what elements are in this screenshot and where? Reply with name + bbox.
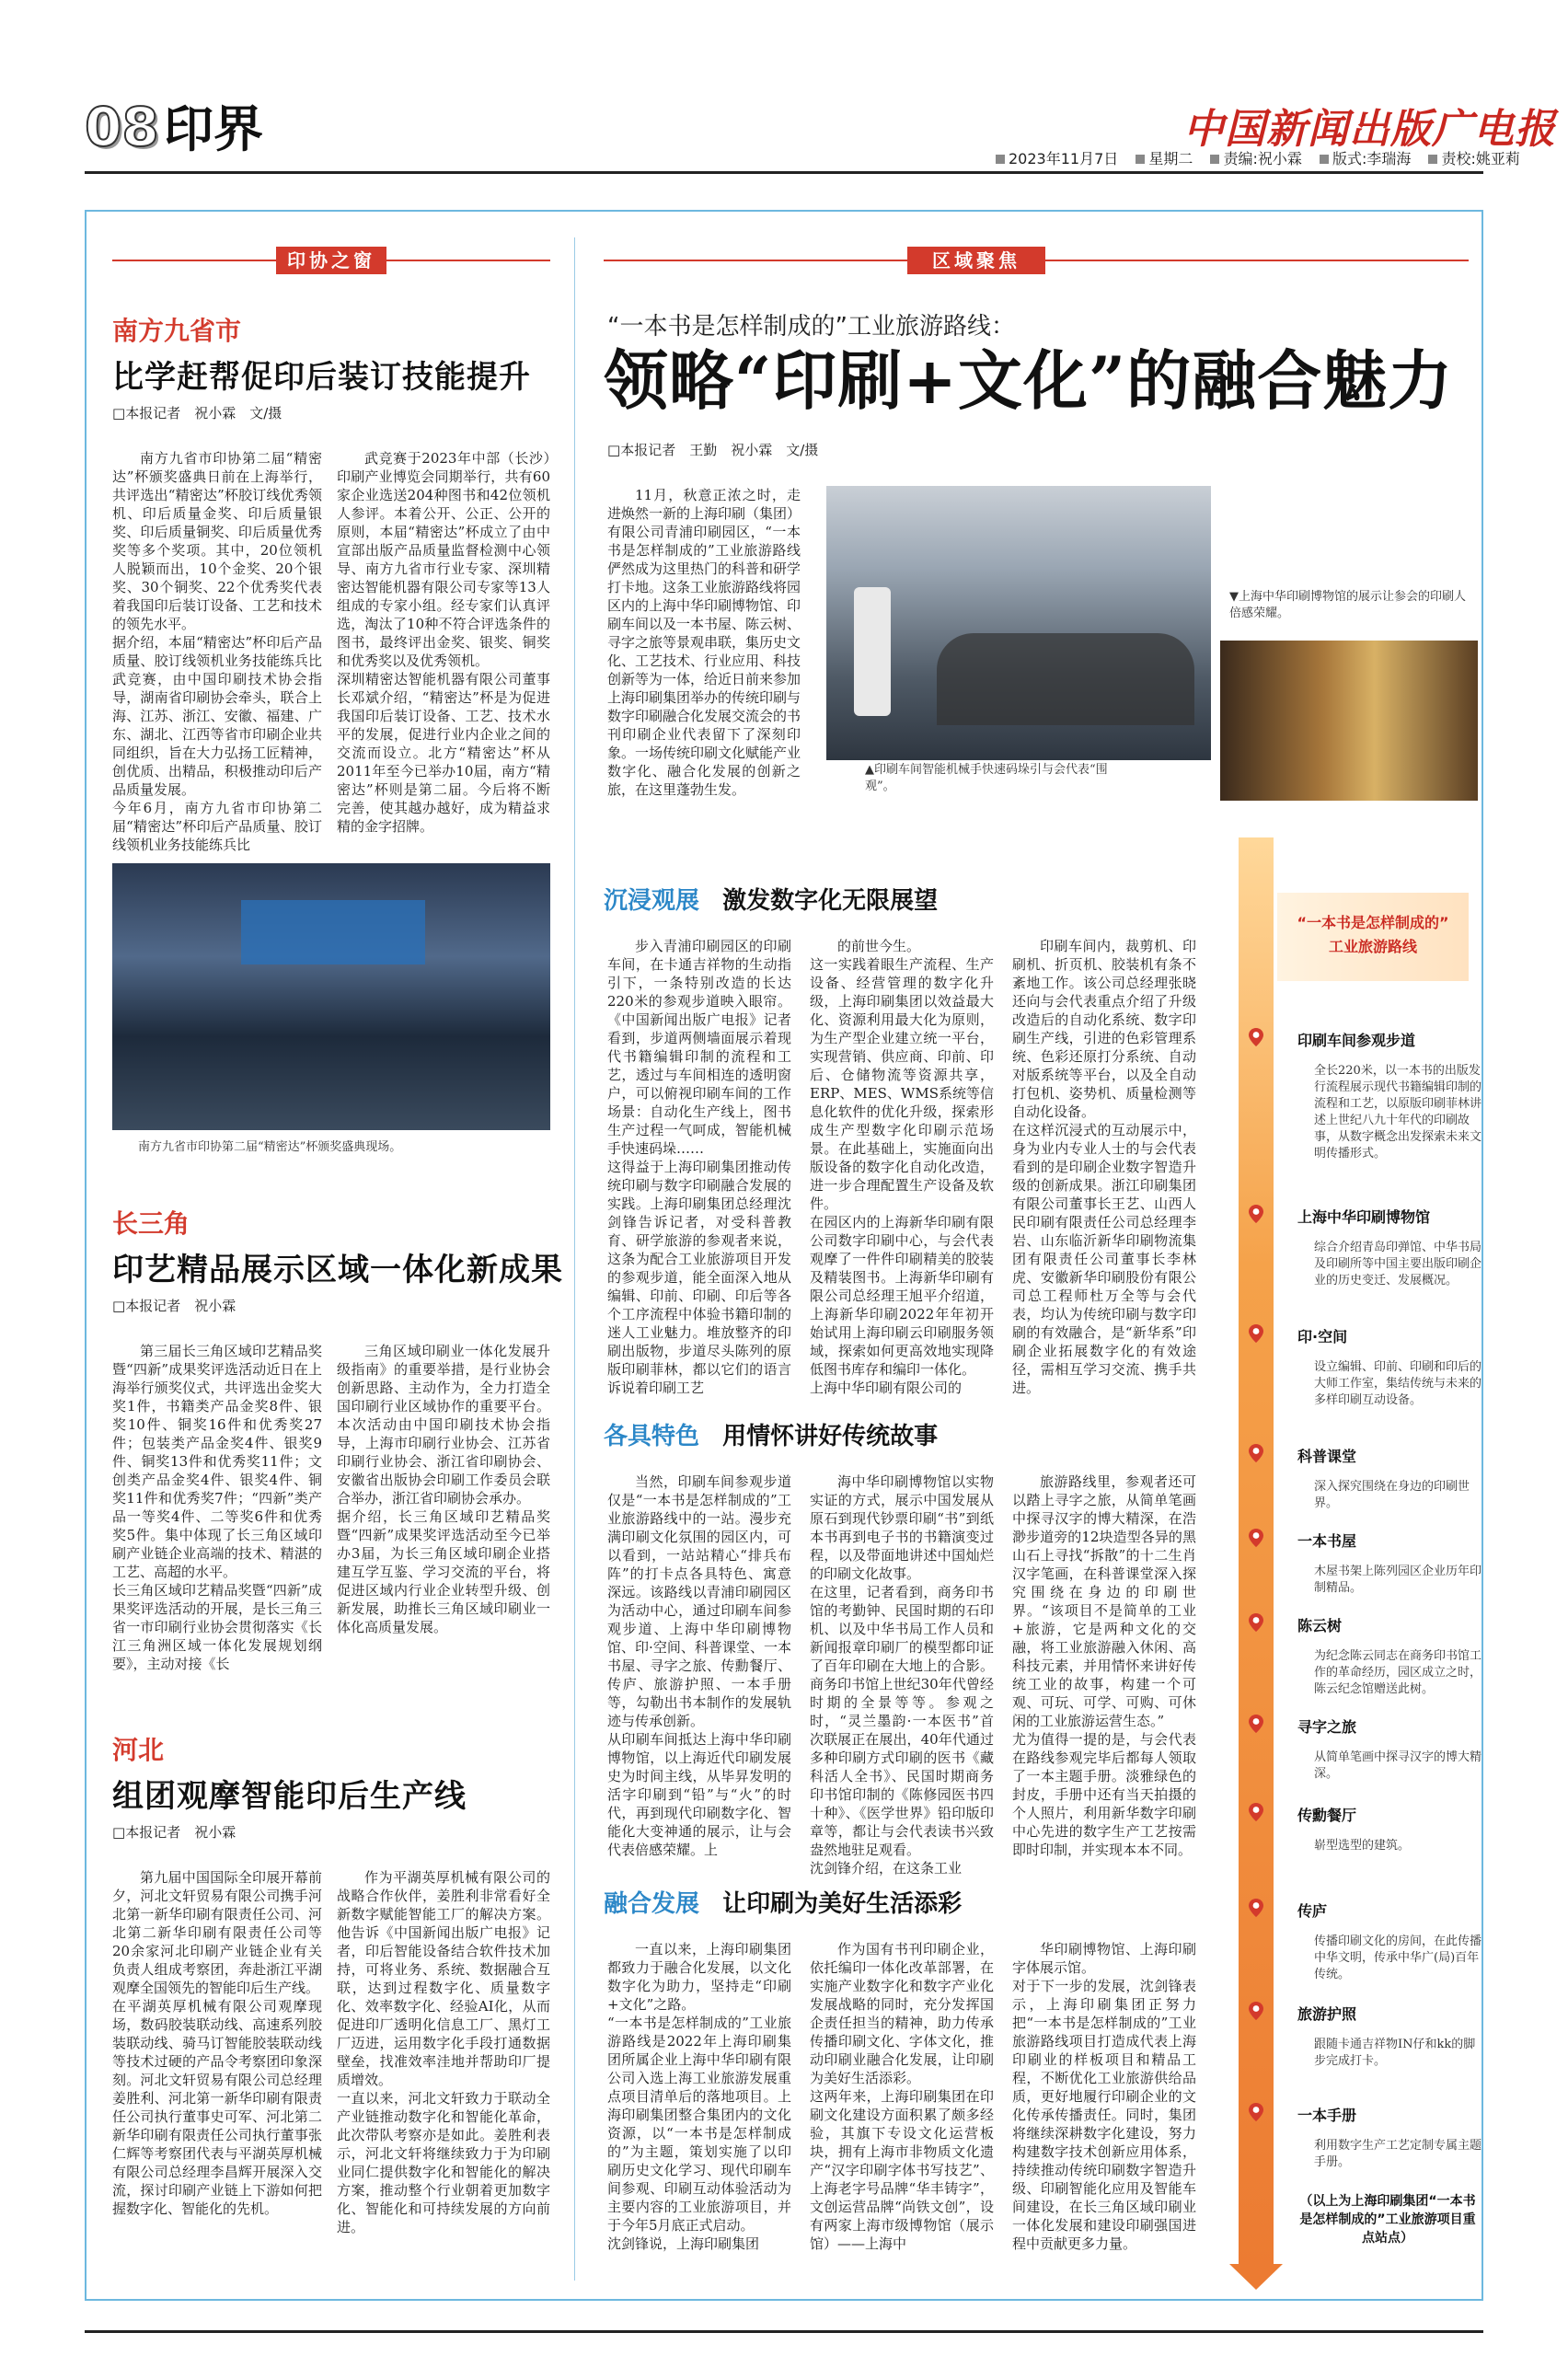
s3-header: [604, 1885, 962, 1919]
timeline-item-text: 跟随卡通吉祥物IN仔和kk的脚步完成打卡。: [1314, 2038, 1476, 2068]
timeline-item-title: 印刷车间参观步道: [1297, 1032, 1416, 1049]
timeline-item: [1297, 1445, 1482, 1512]
timeline-item-title: 陈云树: [1297, 1617, 1343, 1634]
a1-title: 比学赶帮促印后装订技能提升: [112, 359, 531, 396]
a3-byline: □本报记者 祝小霖: [112, 1824, 236, 1841]
timeline-item-text: 利用数字生产工艺定制专属主题手册。: [1314, 2139, 1482, 2169]
timeline-item-title: 旅游护照: [1297, 2005, 1357, 2023]
timeline-item-text: 深入探究围绕在身边的印刷世界。: [1314, 1480, 1470, 1510]
weekday: 星期二: [1148, 150, 1193, 167]
right-banner-label: 区域聚焦: [907, 247, 1045, 274]
timeline-item-title: 科普课堂: [1297, 1448, 1357, 1465]
s3-title: 让印刷为美好生活添彩: [722, 1890, 963, 1918]
a1-photo: [112, 863, 550, 1130]
s2-header: [604, 1417, 938, 1451]
s1-col1: 步入青浦印刷园区的印刷车间，在卡通吉祥物的生动指引下，一条特别改造的长达220米的参观步道映入眼帘。《中国新闻出版广电报》记者看到，步道两侧墙面展示着现代书籍编辑印制的流程和工艺，透过与车间相连的透明窗户，可以俯视印刷车间的工作场景：自动化生产线上，图书生产过程一气呵成，智能机械手快速码垛…… 这得益于上海印刷集团推动传统印刷与数字印刷融合发展的实践。上海印刷集团总经理沈剑锋告诉记者，对受科普教育、研学旅游的参观者来说，这条为配合工业旅游项目开发的参观步道，能全面深入地从编辑、印前、印刷、印后等各个工序流程中体验书籍印制的迷人工业魅力。堆放整齐的印刷出版物，步道尽头陈列的原版印刷菲林，都以它们的语言诉说着印刷工艺: [607, 938, 791, 1396]
s2-col1: 当然，印刷车间参观步道仅是“一本书是怎样制成的”工业旅游路线中的一站。漫步充满印刷文化氛围的园区内，可以看到，一站站精心“排兵布阵”的打卡点各具特色、寓意深远。该路线以青浦印刷园区为活动中心，通过印刷车间参观步道、上海中华印刷博物馆、印·空间、科普课堂、一本书屋、寻字之旅、传勳餐厅、传庐、旅游护照、一本手册等，勾勒出书本制作的发展轨迹与传承创新。 从印刷车间抵达上海中华印刷博物馆，以上海近代印刷发展史为时间主线，从毕昇发明的活字印刷到“铅”与“火”的时代，再到现代印刷数字化、智能化大变神通的展示，让与会代表倍感荣耀。上: [607, 1473, 791, 1858]
s3-tag: 融合发展: [604, 1890, 700, 1918]
timeline-item-text: 综合介绍青岛印弹馆、中华书局及印刷所等中国主要出版印刷企业的历史变迁、发展概况。: [1314, 1241, 1482, 1288]
timeline-item-text: 设立编辑、印前、印刷和印后的大师工作室，集结传统与未来的多样印刷互动设备。: [1314, 1360, 1482, 1407]
timeline-pin-icon: [1248, 1714, 1264, 1734]
right-photo-1-caption: ▲印刷车间智能机械手快速码垛引与会代表“围观”。: [865, 763, 1108, 793]
weekday-square-icon: [1136, 155, 1145, 164]
right-lead: 11月，秋意正浓之时，走进焕然一新的上海印刷（集团）有限公司青浦印刷园区，“一本书是怎样制成的”工业旅游路线俨然成为这里热门的科普和研学打卡地。这条工业旅游路线将园区内的上海中华印刷博物馆、印刷车间以及一本书屋、陈云树、寻字之旅等景观串联，集历史文化、工艺技术、行业应用、科技创新等为一体，给近日前来参加上海印刷集团举办的传统印刷与数字印刷融合化发展交流会的书刊印刷企业代表留下了深刻印象。一场传统印刷文化赋能产业数字化、融合化发展的创新之旅，在这里蓬勃生发。: [607, 487, 801, 798]
timeline-item-title: 一本书屋: [1297, 1532, 1357, 1550]
timeline-item-title: 印·空间: [1297, 1328, 1348, 1345]
s2-tag: 各具特色: [604, 1423, 700, 1450]
timeline-title-1: “一本书是怎样制成的”: [1297, 914, 1449, 931]
a1-location: 南方九省市: [112, 316, 242, 346]
timeline-pin-icon: [1248, 1204, 1264, 1224]
a1-photo-caption: 南方九省市印协第二届“精密达”杯颁奖盛典现场。: [138, 1140, 402, 1154]
timeline-pin-icon: [1248, 2001, 1264, 2021]
timeline-arrow: [1239, 837, 1274, 2264]
timeline-pin-icon: [1248, 1528, 1264, 1548]
right-photo-2: [1220, 641, 1478, 801]
timeline-item-title: 上海中华印刷博物馆: [1297, 1208, 1431, 1226]
a3-col2: 作为平湖英厚机械有限公司的战略合作伙伴，姜胜利非常看好全新数字赋能智能工厂的解决方案。他告诉《中国新闻出版广电报》记者，印后智能设备结合软件技术加持，可将业务、系统、数据融合互联，达到过程数字化、质量数字化、效率数字化、经验AI化，从而促进印厂透明化信息工厂、黑灯工厂迈进，运用数字化手段打通数据壁垒，找准效率洼地并帮助印厂提质增效。 一直以来，河北文轩致力于联动全产业链推动数字化和智能化革命，此次带队考察亦是如此。姜胜利表示，河北文轩将继续致力于为印刷业同仁提供数字化和智能化的解决方案，推动整个行业朝着更加数字化、智能化和可持续发展的方向前进。: [337, 1869, 550, 2235]
column-divider: [574, 237, 575, 2281]
s3-col2: 作为国有书刊印刷企业，依托编印一体化改革部署，在实施产业数字化和数字产业化发展战略的同时，充分发挥国企责任担当的精神，助力传承传播印刷文化、字体文化，推动印刷业融合化发展，让印刷为美好生活添彩。 这两年来，上海印刷集团在印刷文化建设方面积累了颇多经验，其旗下专设文化运营板块，拥有上海市非物质文化遗产“汉字印刷字体书写技艺”、上海老字号品牌“华丰铸字”，文创运营品牌“尚铁文创”，设有两家上海市级博物馆（展示馆）——上海中: [810, 1941, 994, 2252]
timeline-pin-icon: [1248, 1027, 1264, 1047]
header-meta: [996, 147, 1520, 168]
timeline-item-text: 木屋书架上陈列园区企业历年印制精品。: [1314, 1565, 1482, 1595]
crowd: [937, 633, 1194, 725]
s1-col2: 的前世今生。 这一实践着眼生产流程、生产设备、经营管理的数字化升级，上海印刷集团以效益最大化、资源利用最大化为原则，为生产型企业建立统一平台，实现营销、供应商、印前、印后、仓储物流等资源共享，ERP、MES、WMS系统等信息化软件的优化升级，探索形成生产型数字化印刷示范场景。在此基础上，实施面向出版设备的数字化自动化改造，进一步合理配置生产设备及软件。 在园区内的上海新华印刷有限公司数字印刷中心，与会代表观摩了一件件印刷精美的胶装及精装图书。上海新华印刷有限公司总经理王旭平介绍道，上海新华印刷2022年年初开始试用上海印刷云印刷服务领域，探索如何更高效地实现降低图书库存和编印一体化。 上海中华印刷有限公司的: [810, 938, 994, 1396]
a1-col1: 南方九省市印协第二届“精密达”杯颁奖盛典日前在上海举行，共评选出“精密达”杯胶订线优秀领机、印后质量金奖、印后质量银奖、印后质量铜奖、印后质量优秀奖等多个奖项。其中，20位领机人脱颖而出，10个金奖、20个银奖、30个铜奖、22个优秀奖代表着我国印后装订设备、工艺和技术的领先水平。 据介绍，本届“精密达”杯印后产品质量、胶订线领机业务技能练兵比武竞赛，由中国印刷技术协会指导，湖南省印刷协会牵头，联合上海、江苏、浙江、安徽、福建、广东、湖北、江西等省市印刷企业共同组织，旨在大力弘扬工匠精神，创优质、出精品，积极推动印后产品质量发展。 今年6月，南方九省市印协第二届“精密达”杯印后产品质量、胶订线领机业务技能练兵比: [112, 450, 322, 853]
editor: 责编:祝小霖: [1223, 150, 1302, 167]
right-banner: [604, 247, 1469, 274]
timeline-arrow-head: [1229, 2264, 1283, 2290]
timeline-item-title: 一本手册: [1297, 2107, 1357, 2124]
timeline-item: [1297, 1900, 1482, 1983]
timeline-pin-icon: [1248, 1612, 1264, 1633]
proof-square-icon: [1428, 155, 1437, 164]
a3-col1: 第九届中国国际全印展开幕前夕，河北文轩贸易有限公司携手河北第一新华印刷有限责任公司、河北第二新华印刷有限责任公司等20余家河北印刷产业链企业有关负责人组成考察团，奔赴浙江平湖观摩全国领先的智能印后生产线。 在平湖英厚机械有限公司观摩现场，数码胶装联动线、高速系列胶装联动线、骑马订智能胶装联动线等技术过硬的产品令考察团印象深刻。河北文轩贸易有限公司总经理姜胜利、河北第一新华印刷有限责任公司执行董事史可军、河北第二新华印刷有限责任公司执行董事张仁辉等考察团代表与平湖英厚机械有限公司总经理李昌辉开展深入交流，探讨印刷产业链上下游如何把握数字化、智能化的先机。: [112, 1869, 322, 2217]
timeline-item-title: 寻字之旅: [1297, 1718, 1357, 1736]
timeline-item: [1297, 1206, 1482, 1289]
s2-col2: 海中华印刷博物馆以实物实证的方式，展示中国发展从原石到现代钞票印刷“书”到纸本书再到电子书的书籍演变过程，以及带面地讲述中国灿烂的印刷文化故事。 在这里，记者看到，商务印书馆的考勤钟、民国时期的石印机、以及中华书局工作人员和新闻报章印刷厂的模型都印证了百年印刷在大地上的合影。商务印书馆上世纪30年代曾经时期的全景等等。参观之时，“灵兰墨韵·一本医书”首次联展正在展出，40年代通过多种印刷方式印刷的医书《藏科活人全书》、民国时期商务印书馆印制的《陈修园医书四十种》、《医学世界》铅印版印章等，都让与会代表读书兴致盎然地驻足观看。 沈剑锋介绍，在这条工业: [810, 1473, 994, 1877]
a3-location: 河北: [112, 1735, 165, 1765]
a2-byline: □本报记者 祝小霖: [112, 1298, 236, 1314]
s1-header: [604, 882, 938, 916]
layout-square-icon: [1320, 155, 1329, 164]
footer-rule: [85, 2330, 1483, 2333]
date-square-icon: [996, 155, 1005, 164]
a2-col2: 三角区域印刷业一体化发展升级指南》的重要举措，是行业协会创新思路、主动作为，全力打造全国印刷行业区域协作的重要平台。本次活动由中国印刷技术协会指导，上海市印刷行业协会、江苏省印刷行业协会、浙江省印刷协会、安徽省出版协会印刷工作委员会联合举办，浙江省印刷协会承办。 据介绍，长三角区域印艺精品奖暨“四新”成果奖评选活动至今已举办3届，为长三角区域印刷企业搭建互学互鉴、学习交流的平台，将促进区域内行业企业转型升级、创新发展，助推长三角区域印刷业一体化高质量发展。: [337, 1343, 550, 1635]
timeline-item-text: 全长220米，以一本书的出版发行流程展示现代书籍编辑印制的流程和工艺，以原版印刷菲林讲述上世纪八九十年代的印刷故事，从数字概念出发探索未来文明传播形式。: [1314, 1064, 1482, 1161]
a2-title: 印艺精品展示区域一体化新成果: [112, 1252, 563, 1288]
timeline-pin-icon: [1248, 1802, 1264, 1822]
timeline-title-2: 工业旅游路线: [1328, 938, 1417, 955]
stage-screen: [241, 900, 425, 964]
a1-byline: □本报记者 祝小霖 文/摄: [112, 405, 282, 422]
timeline-item: [1297, 2104, 1482, 2171]
s2-col3: 旅游路线里，参观者还可以踏上寻字之旅，从简单笔画中探寻汉字的博大精深，在浩渺步道旁的12块造型各异的黑山石上寻找“拆散”的十二生肖汉字笔画，在科普课堂深入探究围绕在身边的印刷世界。“该项目不是简单的工业+旅游，它是两种文化的交融，将工业旅游融入休闲、高科技元素，并用情怀来讲好传统工业的故事，构建一个可观、可玩、可学、可购、可休闲的工业旅游运营生态。” 尤为值得一提的是，与会代表在路线参观完毕后都每人领取了一本主题手册。淡雅绿色的封皮，手册中还有当天拍摄的个人照片，利用新华数字印刷中心先进的数字生产工艺按需即时印制，并实现本本不同。: [1012, 1473, 1196, 1858]
timeline-item: [1297, 2003, 1482, 2070]
a2-col1: 第三届长三角区域印艺精品奖暨“四新”成果奖评选活动近日在上海举行颁奖仪式，共评选出金奖大奖1件，书籍类产品金奖8件、银奖10件、铜奖16件和优秀奖27件；包装类产品金奖4件、银奖9件、铜奖13件和优秀奖11件；文创类产品金奖4件、银奖4件、铜奖11件和优秀奖7件；“四新”类产品一等奖4件、二等奖6件和优秀奖5件。集中体现了长三角区域印刷产业链企业高端的技术、精湛的工艺、高超的水平。 长三角区域印艺精品奖暨“四新”成果奖评选活动的开展，是长三角三省一市印刷行业协会贯彻落实《长江三角洲区域一体化发展规划纲要》，主动对接《长: [112, 1343, 322, 1672]
right-kicker: “一本书是怎样制成的”工业旅游路线：: [607, 313, 1015, 341]
timeline-item: [1297, 1614, 1482, 1698]
page-number: 08: [85, 96, 159, 158]
right-headline: 领略“印刷+文化”的融合魅力: [604, 342, 1454, 419]
timeline-item: [1297, 1530, 1482, 1597]
proof: 责校:姚亚莉: [1441, 150, 1520, 167]
timeline-item-text: 传播印刷文化的房间，在此传播中华文明，传承中华广(局)百年传统。: [1314, 1934, 1482, 1981]
timeline-item: [1297, 1029, 1482, 1162]
editor-square-icon: [1210, 155, 1219, 164]
left-banner: [112, 247, 550, 274]
timeline-item-title: 传庐: [1297, 1902, 1328, 1920]
s3-col3: 华印刷博物馆、上海印刷字体展示馆。 对于下一步的发展，沈剑锋表示，上海印刷集团正努力把“一本书是怎样制成的”工业旅游路线项目打造成代表上海印刷业的样板项目和精品工程，不断优化工业旅游供给品质，更好地履行印刷企业的文化传承传播责任。同时，集团将继续深耕数字化建设，努力构建数字技术创新应用体系，持续推动传统印刷数字智造升级、印刷智能化应用及智能车间建设，在长三角区域印刷业一体化发展和建设印刷强国进程中贡献更多力量。: [1012, 1941, 1196, 2252]
s1-tag: 沉浸观展: [604, 887, 700, 915]
page-title: 印界: [164, 99, 263, 158]
timeline-pin-icon: [1248, 2102, 1264, 2122]
right-photo-2-caption: ▼上海中华印刷博物馆的展示让参会的印刷人倍感荣耀。: [1229, 590, 1466, 620]
timeline-item-text: 为纪念陈云同志在商务印书馆工作的革命经历，园区成立之时，陈云纪念馆赠送此树。: [1314, 1649, 1482, 1696]
timeline-title-box: [1277, 893, 1469, 981]
timeline-item: [1297, 1804, 1482, 1854]
a3-title: 组团观摩智能印后生产线: [112, 1778, 467, 1815]
timeline-item-text: 崭型选型的建筑。: [1314, 1839, 1411, 1853]
date: 2023年11月7日: [1009, 150, 1119, 167]
s2-title: 用情怀讲好传统故事: [722, 1423, 939, 1450]
robot-arm: [854, 587, 891, 716]
left-banner-label: 印协之窗: [276, 247, 386, 274]
timeline-item-title: 传勳餐厅: [1297, 1807, 1357, 1824]
a1-col2: 武竞赛于2023年中部（长沙）印刷产业博览会同期举行，共有60家企业选送204种图书和42位领机人参评。本着公开、公正、公开的原则，本届“精密达”杯成立了由中宣部出版产品质量监督检测中心领导、南方九省市行业专家、深圳精密达智能机器有限公司专家等13人组成的专家小组。经专家们认真评选，淘汰了10种不符合评选条件的图书，最终评出金奖、银奖、铜奖和优秀奖以及优秀领机。 深圳精密达智能机器有限公司董事长邓斌介绍，“精密达”杯是为促进我国印后装订设备、工艺、技术水平的发展，促进行业内企业之间的交流而设立。北方“精密达”杯从2011年至今已举办10届，南方“精密达”杯则是第二届。今后将不断完善，使其越办越好，成为精益求精的金字招牌。: [337, 450, 550, 835]
timeline-item: [1297, 1325, 1482, 1409]
timeline-footer: （以上为上海印刷集团“一本书是怎样制成的”工业旅游项目重点站点）: [1299, 2194, 1476, 2246]
a2-location: 长三角: [112, 1208, 190, 1239]
s3-col1: 一直以来，上海印刷集团都致力于融合化发展，以文化数字化为助力，坚持走“印刷+文化”之路。 “一本书是怎样制成的”工业旅游路线是2022年上海印刷集团所属企业上海中华印刷有限公司入选上海工业旅游发展重点项目清单后的落地项目。上海印刷集团整合集团内的文化资源，以“一本书是怎样制成的”为主题，策划实施了以印刷历史文化学习、现代印刷车间参观、印刷互动体验活动为主要内容的工业旅游项目，并于今年5月底正式启动。 沈剑锋说，上海印刷集团: [607, 1941, 791, 2252]
masthead: 中国新闻出版广电报: [1183, 106, 1556, 153]
layout: 版式:李瑞海: [1332, 150, 1412, 167]
header-rule: [85, 171, 1483, 174]
right-photo-1: [826, 486, 1211, 760]
right-byline: □本报记者 王勤 祝小霖 文/摄: [607, 442, 819, 458]
s1-title: 激发数字化无限展望: [722, 887, 939, 915]
timeline-pin-icon: [1248, 1323, 1264, 1344]
timeline-pin-icon: [1248, 1898, 1264, 1918]
timeline-pin-icon: [1248, 1443, 1264, 1463]
s1-col3: 印刷车间内，裁剪机、印刷机、折页机、胶装机有条不紊地工作。该公司总经理张晓还向与会代表重点介绍了升级改造后的自动化系统、数字印刷生产线，引进的色彩管理系统、色彩还原打分系统、自动对版系统等平台，以及全自动打包机、姿势机、质量检测等自动化设备。 在这样沉浸式的互动展示中，身为业内专业人士的与会代表看到的是印刷企业数字智造升级的创新成果。浙江印刷集团有限公司董事长王艺、山西人民印刷有限责任公司总经理李岩、山东临沂新华印刷物流集团有限责任公司董事长李林虎、安徽新华印刷股份有限公司总工程师杜万全等与会代表，均认为传统印刷与数字印刷的有效融合，是“新华系”印刷企业拓展数字化的有效途径，需相互学习交流、携手共进。: [1012, 938, 1196, 1396]
timeline-item: [1297, 1715, 1482, 1783]
timeline-item-text: 从简单笔画中探寻汉字的博大精深。: [1314, 1750, 1482, 1781]
